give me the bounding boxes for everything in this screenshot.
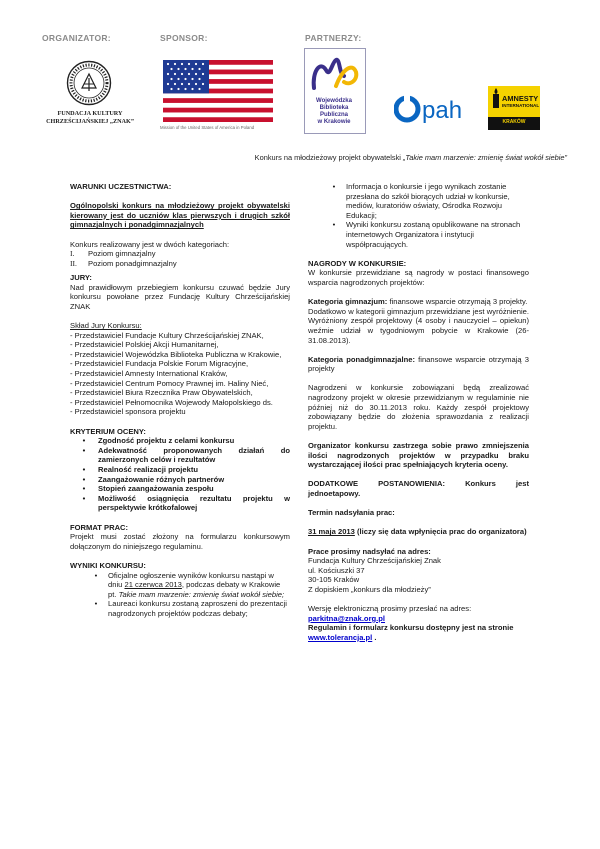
sponsor-label: SPONSOR:	[160, 33, 208, 43]
partners-label: PARTNERZY:	[305, 33, 362, 43]
criteria-item: • Realność realizacji projektu	[82, 465, 199, 475]
address-line: Z dopiskiem „konkurs dla młodzieży”	[308, 584, 431, 594]
results-item: • Oficjalne ogłoszenie wyników konkursu nastąpi w dniu 21 czerwca 2013, podczas debaty w Krakowie pt. Takie mam marzenie: zmienię świat wokół siebie;	[94, 570, 285, 599]
address-line: 30-105 Kraków	[308, 575, 360, 585]
category-ponadgimnazjalne: Kategoria ponadgimnazjalne: finansowe wsparcie otrzymają 3 projekty	[308, 354, 529, 374]
results-heading: WYNIKI KONKURSU:	[70, 560, 146, 570]
criteria-item: • Zaangażowanie różnych partnerów	[82, 474, 225, 484]
jury-text: Nad prawidłowym przebiegiem konkursu czuwać będzie Jury konkursu powołane przez Fundację Kultury Chrześcijańskiej ZNAK	[70, 282, 290, 311]
organizer-label: ORGANIZATOR:	[42, 33, 111, 43]
format-text: Projekt musi zostać złożony na formularzu konkursowym dołączonym do niniejszego regulaminu.	[70, 532, 290, 551]
website-link[interactable]: www.tolerancja.pl	[308, 632, 373, 642]
znak-seal-logo	[66, 60, 112, 106]
international-word: INTERNATIONAL	[502, 103, 540, 108]
library-swirl-icon	[306, 52, 364, 98]
candle-icon	[490, 88, 502, 110]
left-column	[70, 182, 290, 619]
jury-member: - Przedstawiciel Centrum Pomocy Prawnej im. Haliny Nieć,	[70, 378, 269, 388]
address-line: ul. Kościuszki 37	[308, 565, 365, 575]
us-flag-logo	[163, 60, 273, 122]
jury-member: - Przedstawiciel sponsora projektu	[70, 407, 186, 417]
info-item: • Wyniki konkursu zostaną opublikowane na stronach internetowych Organizatora i instytucji współpracujących.	[332, 220, 521, 249]
criteria-item: • Stopień zaangażowania zespołu	[82, 484, 214, 494]
prizes-heading: NAGRODY W KONKURSIE:	[308, 258, 407, 268]
format-heading: FORMAT PRAC:	[70, 522, 129, 532]
jury-heading: JURY:	[70, 273, 92, 283]
jury-member: - Przedstawiciel Polskiej Akcji Humanitarnej,	[70, 340, 219, 350]
jury-member: - Przedstawiciel Wojewódzka Biblioteka Publiczna w Krakowie,	[70, 349, 282, 359]
flag-caption: Mission of the United States of America in Poland	[160, 125, 255, 130]
criteria-item: • Zgodność projektu z celami konkursu	[82, 436, 235, 446]
categories-intro: Konkurs realizowany jest w dwóch kategoriach:	[70, 239, 230, 249]
category-item: I. Poziom gimnazjalny	[70, 249, 156, 259]
address-heading: Prace prosimy nadsyłać na adres:	[308, 546, 431, 556]
category-gimnazjum-extra: Dodatkowo w kategorii gimnazjum przewidziane jest wyróżnienie. Wyróżniony zespół projektowy (4 osoby i nauczyciel – opiekun) weźmie udział w tygodniowym pobycie w Krakowie (26-31.08.2013).	[308, 306, 529, 345]
info-item: • Informacja o konkursie i jego wynikach zostanie przesłana do szkół biorących udział w konkursie, mediów, kuratoriów oświaty, Ośrodka Rozwoju Edukacji;	[332, 182, 510, 220]
pah-logo	[394, 92, 478, 126]
amnesty-word: AMNESTY	[502, 94, 539, 103]
jury-members-heading: Skład Jury Konkursu:	[70, 321, 142, 331]
criteria-item: • Możliwość osiągnięcia rezultatu projektu w perspektywie krótkofalowej	[82, 493, 290, 513]
deadline-heading: Termin nadsyłania prac:	[308, 508, 395, 518]
criteria-heading: KRYTERIUM OCENY:	[70, 426, 146, 436]
jury-member: - Przedstawiciel Fundacja Polskie Forum Migracyjne,	[70, 359, 249, 369]
jury-member: - Przedstawiciel Amnesty International Kraków,	[70, 369, 228, 379]
contest-description: Ogólnopolski konkurs na młodzieżowy projekt obywatelski kierowany jest do uczniów klas pierwszych i drugich szkół gimnazjalnych i ponadgimnazjalnych	[70, 201, 290, 230]
jury-member: - Przedstawiciel Biura Rzecznika Praw Obywatelskich,	[70, 388, 253, 398]
prizes-text: W konkursie przewidziane są nagrody w postaci finansowego wsparcia nagrodzonych projektów:	[308, 268, 529, 287]
email-intro: Wersję elektroniczną prosimy przesłać na adres:	[308, 604, 472, 614]
amnesty-logo	[488, 86, 540, 130]
jury-member: - Przedstawiciel Pełnomocnika Wojewody Małopolskiego ds.	[70, 397, 273, 407]
address-line: Fundacja Kultury Chrześcijańskiej Znak	[308, 556, 441, 566]
jury-member: - Przedstawiciel Fundacje Kultury Chrześcijańskiej ZNAK,	[70, 330, 264, 340]
contest-intro-line: Konkurs na młodzieżowy projekt obywatelski „Takie mam marzenie: zmienię świat wokół siebie”	[254, 153, 567, 162]
participation-heading: WARUNKI UCZESTNICTWA:	[70, 182, 172, 191]
deadline-text: 31 maja 2013 (liczy się data wpłynięcia prac do organizatora)	[308, 527, 527, 537]
winners-obligation: Nagrodzeni w konkursie zobowiązani będą zrealizować nagrodzony projekt w okresie przewidzianym w regulaminie nie później niż do 30.11.2013 roku. Każdy zespół projektowy zobowiązany będzie do złożenia sprawozdania z realizacji projektu.	[308, 383, 529, 431]
criteria-item: • Adekwatność proponowanych działań do zamierzonych celów i rezultatów	[82, 445, 290, 465]
category-item: II. Poziom ponadgimnazjalny	[70, 258, 177, 268]
email-link[interactable]: parkitna@znak.org.pl	[308, 613, 386, 623]
znak-organization-name: FUNDACJA KULTURY CHRZEŚCIJAŃSKIEJ „ZNAK”	[46, 110, 134, 125]
additional-provisions: DODATKOWE POSTANOWIENIA: Konkurs jest jednoetapowy.	[308, 479, 529, 498]
regulations-text: Regulamin i formularz konkursu dostępny jest na stronie www.tolerancja.pl .	[308, 623, 514, 642]
pah-text: pah	[422, 97, 463, 124]
organizer-reservation: Organizator konkursu zastrzega sobie prawo zmniejszenia ilości nagrodzonych projektów w przypadku braku wystarczającej ilości prac spełniających kryteria oceny.	[308, 441, 529, 470]
right-column	[308, 182, 529, 643]
library-name: Wojewódzka Biblioteka Publiczna w Krakowie	[316, 98, 352, 125]
results-item: • Laureaci konkursu zostaną zaproszeni do prezentacji nagrodzonych projektów podczas debaty;	[94, 599, 287, 618]
category-gimnazjum: Kategoria gimnazjum: finansowe wsparcie otrzymają 3 projekty.	[308, 297, 528, 307]
amnesty-city: KRAKÓW	[502, 119, 526, 125]
